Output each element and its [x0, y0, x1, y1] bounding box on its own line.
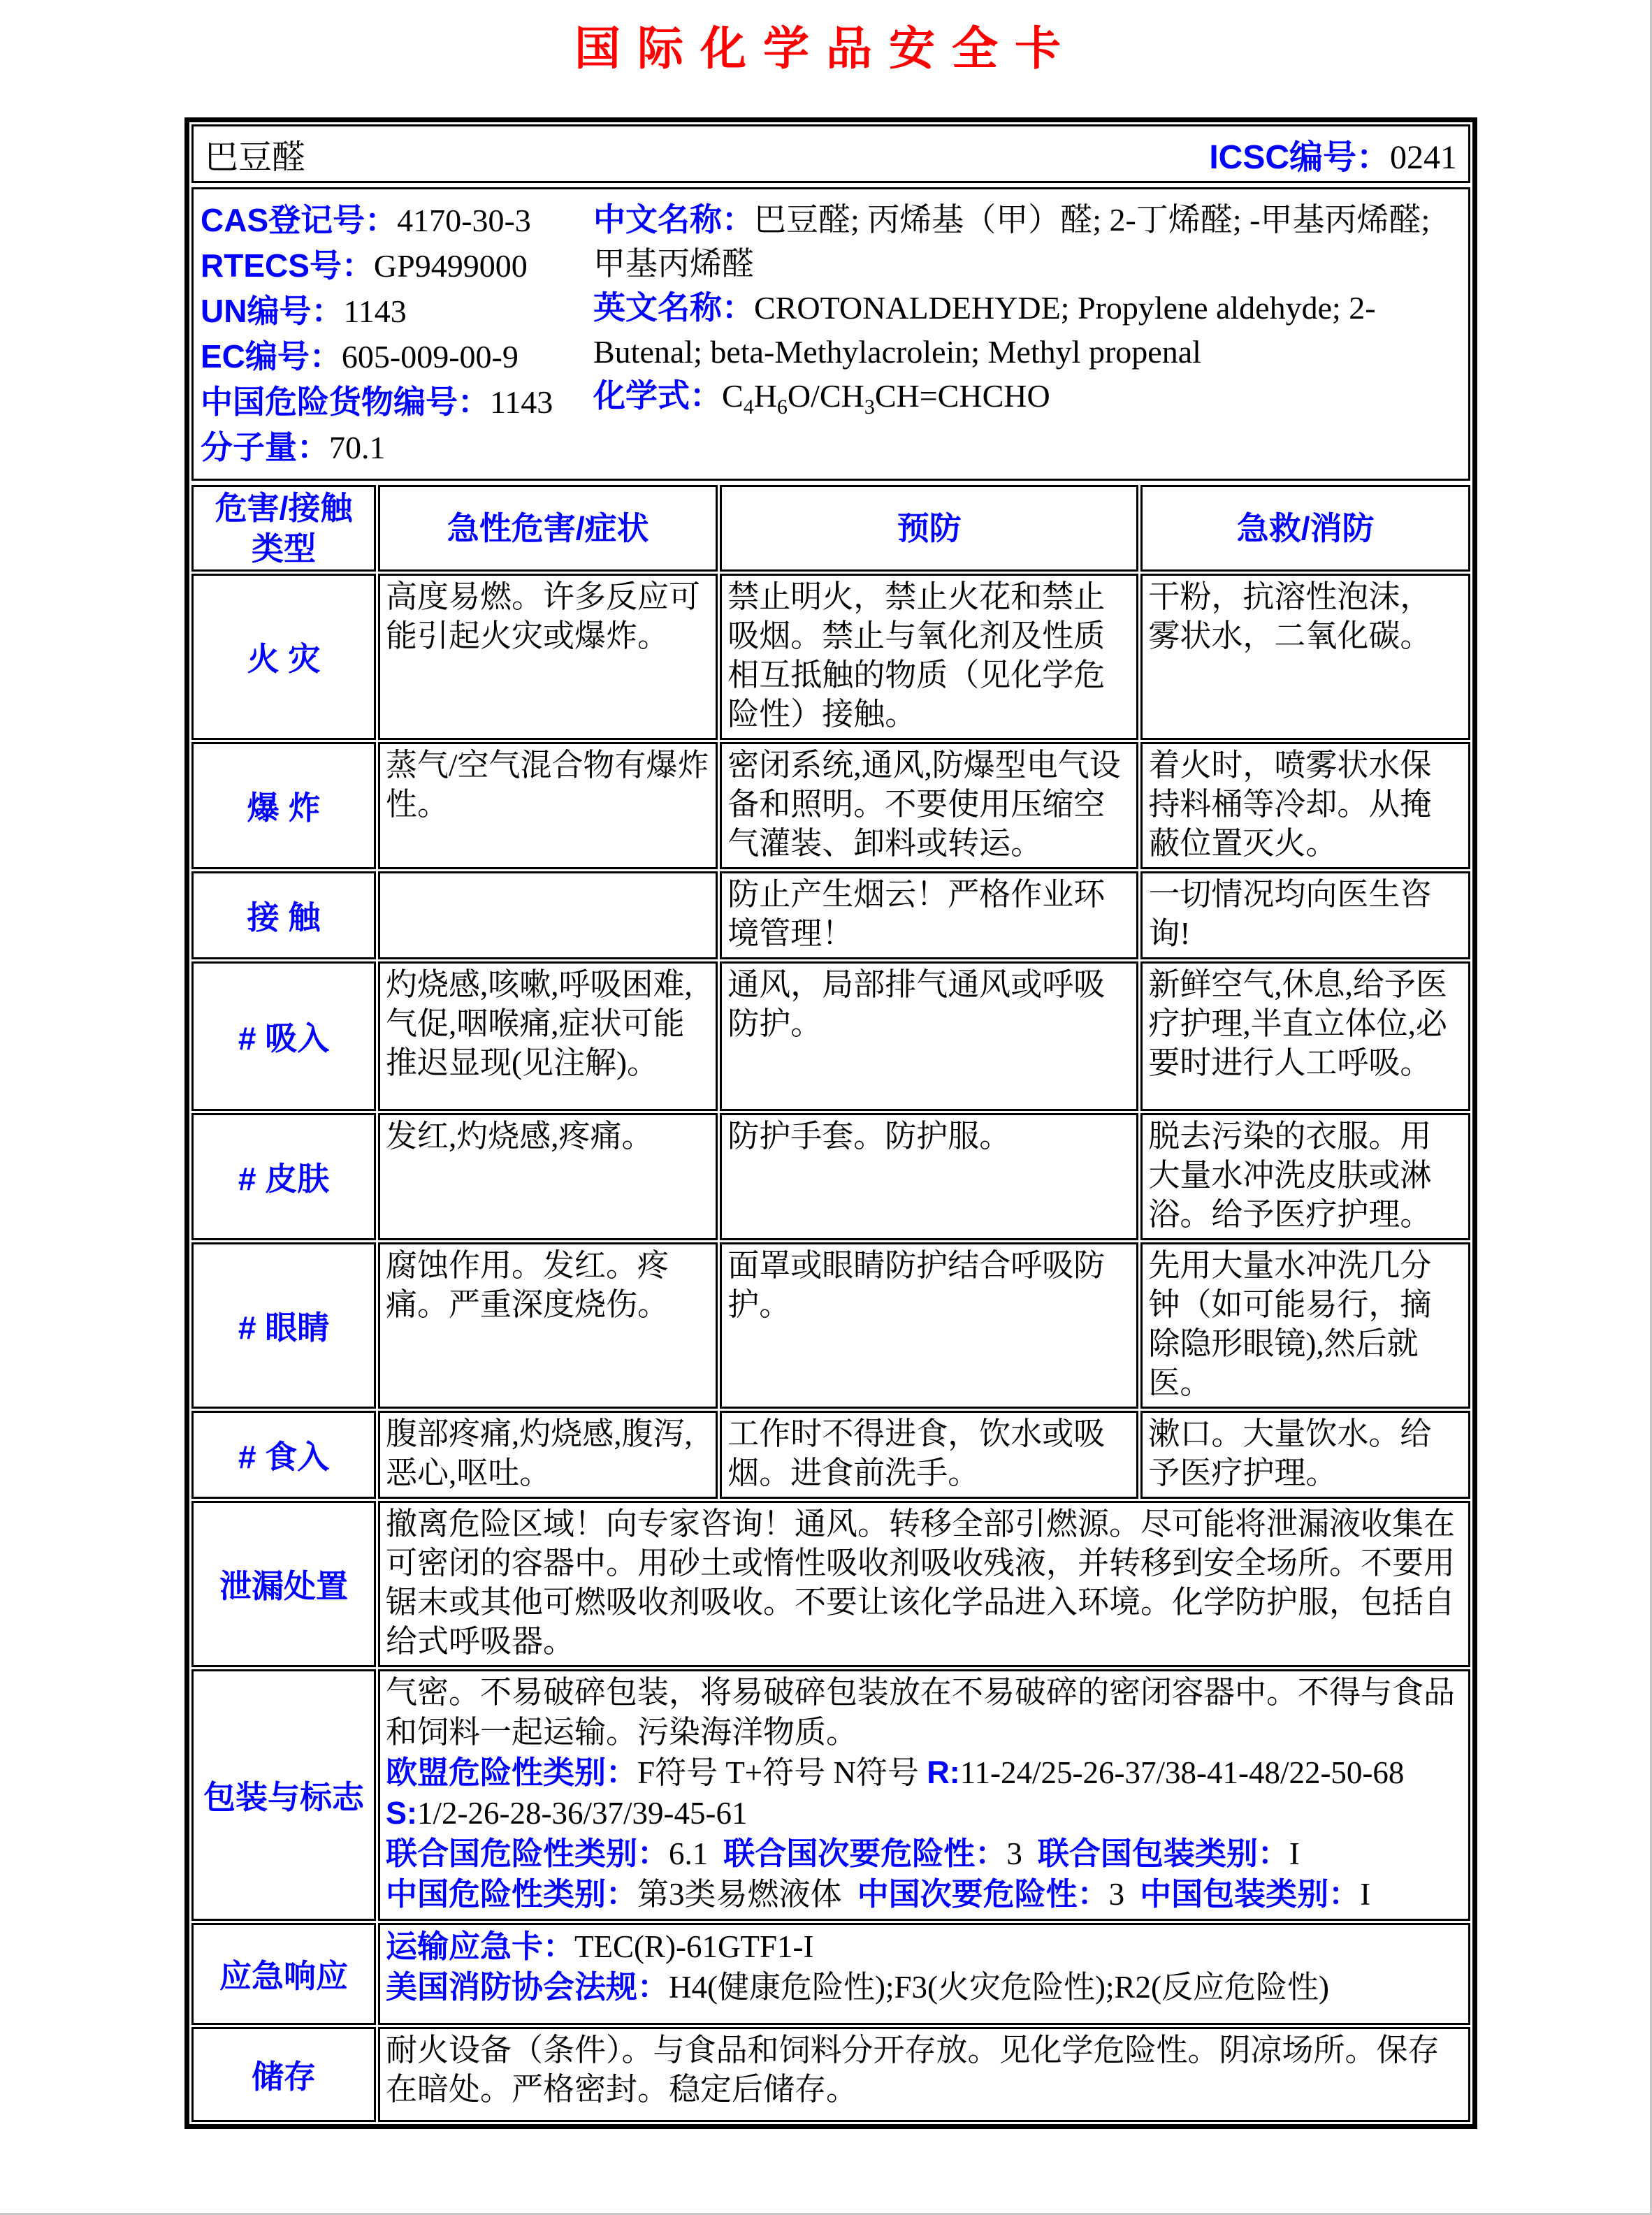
un-sub-label: 联合国次要危险性： [723, 1836, 1007, 1871]
cn-class-value: 第3类易燃液体 [637, 1877, 842, 1912]
row-ingestion-prevention: 工作时不得进食，饮水或吸烟。进食前洗手。 [720, 1411, 1138, 1499]
row-skin-type: # 皮肤 [191, 1113, 376, 1240]
registry-numbers [201, 198, 593, 470]
packaging-cn-line [386, 1874, 1463, 1915]
row-fire-response: 干粉，抗溶性泡沫，雾状水，二氧化碳。 [1140, 574, 1470, 740]
row-storage [191, 2027, 1470, 2122]
molweight-value: 70.1 [329, 430, 386, 465]
row-contact [191, 871, 1470, 959]
china-dg-label: 中国危险货物编号： [201, 384, 490, 420]
page-title: 国际化学品安全卡 [574, 22, 1078, 74]
row-emergency-type: 应急响应 [191, 1923, 376, 2025]
un-line [201, 289, 593, 334]
icsc-label: ICSC编号： [1209, 138, 1390, 176]
row-contact-response: 一切情况均向医生咨询! [1140, 871, 1470, 959]
un-class-label: 联合国危险性类别： [386, 1836, 669, 1871]
header-row [191, 124, 1470, 183]
row-eyes-response: 先用大量水冲洗几分钟（如可能易行，摘除隐形眼镜),然后就医。 [1140, 1242, 1470, 1409]
cas-label: CAS登记号： [201, 202, 398, 238]
row-inhalation-symptoms: 灼烧感,咳嗽,呼吸困难,气促,咽喉痛,症状可能推迟显现(见注解)。 [378, 961, 718, 1111]
cn-class-label: 中国危险性类别： [386, 1876, 638, 1912]
icsc-number-group [1209, 130, 1457, 178]
cn-sub-value: 3 [1108, 1877, 1125, 1912]
nfpa-value: H4(健康危险性);F3(火灾危险性);R2(反应危险性) [669, 1970, 1330, 2005]
row-fire-prevention: 禁止明火，禁止火花和禁止吸烟。禁止与氧化剂及性质相互抵触的物质（见化学危险性）接触。 [720, 574, 1138, 740]
chinese-name-label: 中文名称： [593, 201, 754, 238]
cas-line [201, 198, 593, 243]
english-name-line [593, 286, 1461, 374]
formula-label: 化学式： [593, 377, 722, 414]
english-name-label: 英文名称： [593, 289, 754, 326]
nfpa-label: 美国消防协会法规： [386, 1969, 669, 2005]
row-eyes-type: # 眼睛 [191, 1242, 376, 1409]
row-emergency-text [378, 1923, 1470, 2025]
identification-row [191, 187, 1470, 481]
chinese-name-value: 巴豆醛; 丙烯基（甲）醛; 2-丁烯醛; -甲基丙烯醛; 甲基丙烯醛 [593, 202, 1430, 282]
un-class-value: 6.1 [669, 1836, 709, 1871]
row-skin [191, 1113, 1470, 1240]
row-emergency [191, 1923, 1470, 2025]
col-header-type: 危害/接触 类型 [191, 485, 376, 572]
un-value: 1143 [343, 293, 407, 329]
un-pack-value: I [1289, 1836, 1300, 1871]
cn-pack-value: I [1360, 1877, 1371, 1912]
row-contact-prevention: 防止产生烟云！严格作业环境管理！ [720, 871, 1138, 959]
identification-table [189, 185, 1472, 483]
row-explosion [191, 742, 1470, 869]
china-dg-value: 1143 [490, 384, 553, 420]
molweight-label: 分子量： [201, 429, 329, 465]
cn-pack-label: 中国包装类别： [1140, 1876, 1361, 1912]
eu-symbols: F符号 T+符号 N符号 [637, 1755, 927, 1790]
row-fire-type: 火 灾 [191, 574, 376, 740]
rtecs-value: GP9499000 [373, 248, 528, 284]
row-ingestion-response: 漱口。大量饮水。给予医疗护理。 [1140, 1411, 1470, 1499]
ec-value: 605-009-00-9 [341, 339, 519, 375]
china-dg-line [201, 379, 593, 425]
row-eyes-prevention: 面罩或眼睛防护结合呼吸防护。 [720, 1242, 1138, 1409]
cn-sub-label: 中国次要危险性： [857, 1876, 1109, 1912]
row-explosion-type: 爆 炸 [191, 742, 376, 869]
row-inhalation-prevention: 通风，局部排气通风或呼吸防护。 [720, 961, 1138, 1111]
hazard-table [189, 483, 1472, 2124]
eu-class-label: 欧盟危险性类别： [386, 1755, 638, 1790]
header-cell [191, 124, 1470, 183]
row-explosion-response: 着火时，喷雾状水保持料桶等冷却。从掩蔽位置灭火。 [1140, 742, 1470, 869]
row-inhalation-type: # 吸入 [191, 961, 376, 1111]
row-explosion-symptoms: 蒸气/空气混合物有爆炸性。 [378, 742, 718, 869]
row-spill [191, 1501, 1470, 1667]
formula-line [593, 374, 1461, 429]
rtecs-label: RTECS号： [201, 247, 374, 284]
r-phrases-value: 11-24/25-26-37/38-41-48/22-50-68 [959, 1755, 1405, 1790]
row-inhalation-response: 新鲜空气,休息,给予医疗护理,半直立体位,必要时进行人工呼吸。 [1140, 961, 1470, 1111]
row-packaging [191, 1669, 1470, 1921]
row-explosion-prevention: 密闭系统,通风,防爆型电气设备和照明。不要使用压缩空气灌装、卸料或转运。 [720, 742, 1138, 869]
row-skin-response: 脱去污染的衣服。用大量水冲洗皮肤或淋浴。给予医疗护理。 [1140, 1113, 1470, 1240]
row-fire [191, 574, 1470, 740]
col-header-prevention: 预防 [720, 485, 1138, 572]
chinese-name-line [593, 198, 1461, 286]
molweight-line [201, 425, 593, 470]
tec-value: TEC(R)-61GTF1-I [574, 1929, 814, 1964]
s-phrases-label: S: [386, 1795, 418, 1831]
cas-value: 4170-30-3 [397, 203, 531, 238]
tec-label: 运输应急卡： [386, 1929, 575, 1964]
hazard-header-row [191, 485, 1470, 572]
row-storage-type: 储存 [191, 2027, 376, 2122]
rtecs-line [201, 243, 593, 289]
english-name-value: CROTONALDEHYDE; Propylene aldehyde; 2-Butenal; beta-Methylacrolein; Methyl propenal [593, 290, 1376, 370]
nfpa-line [386, 1967, 1463, 2007]
packaging-eu-line [386, 1752, 1463, 1833]
row-spill-text: 撤离危险区域！向专家咨询！通风。转移全部引燃源。尽可能将泄漏液收集在可密闭的容器中。用砂土或惰性吸收剂吸收残液，并转移到安全场所。不要用锯末或其他可燃吸收剂吸收。不要让该化学品进入环境。化学防护服，包括自给式呼吸器。 [378, 1501, 1470, 1667]
row-contact-symptoms [378, 871, 718, 959]
col-header-symptoms: 急性危害/症状 [378, 485, 718, 572]
row-spill-type: 泄漏处置 [191, 1501, 376, 1667]
r-phrases-label: R: [927, 1755, 960, 1790]
row-packaging-text [378, 1669, 1470, 1921]
row-ingestion-type: # 食入 [191, 1411, 376, 1499]
s-phrases-value: 1/2-26-28-36/37/39-45-61 [417, 1796, 748, 1831]
row-skin-prevention: 防护手套。防护服。 [720, 1113, 1138, 1240]
row-eyes [191, 1242, 1470, 1409]
substance-name: 巴豆醛 [205, 138, 306, 176]
header-table [189, 122, 1472, 185]
un-sub-value: 3 [1006, 1836, 1022, 1871]
un-label: UN编号： [201, 293, 344, 329]
row-inhalation [191, 961, 1470, 1111]
row-eyes-symptoms: 腐蚀作用。发红。疼痛。严重深度烧伤。 [378, 1242, 718, 1409]
safety-card [184, 117, 1477, 2129]
ec-label: EC编号： [201, 338, 342, 375]
icsc-value: 0241 [1390, 138, 1457, 176]
formula-value: $C_4H_6O/CH_3CH=CHCHO$ [722, 378, 1050, 419]
row-contact-type: 接 触 [191, 871, 376, 959]
row-packaging-type: 包装与标志 [191, 1669, 376, 1921]
chemical-names [593, 198, 1461, 470]
row-ingestion [191, 1411, 1470, 1499]
packaging-general: 气密。不易破碎包装，将易破碎包装放在不易破碎的密闭容器中。不得与食品和饲料一起运输。污染海洋物质。 [386, 1675, 1456, 1750]
row-ingestion-symptoms: 腹部疼痛,灼烧感,腹泻,恶心,呕吐。 [378, 1411, 718, 1499]
row-skin-symptoms: 发红,灼烧感,疼痛。 [378, 1113, 718, 1240]
col-header-response: 急救/消防 [1140, 485, 1470, 572]
tec-line [386, 1926, 1463, 1967]
ec-line [201, 334, 593, 379]
identification-cell [191, 187, 1470, 481]
un-pack-label: 联合国包装类别： [1037, 1836, 1289, 1871]
packaging-un-line [386, 1833, 1463, 1874]
row-storage-text: 耐火设备（条件）。与食品和饲料分开存放。见化学危险性。阴凉场所。保存在暗处。严格密封。稳定后储存。 [378, 2027, 1470, 2122]
row-fire-symptoms: 高度易燃。许多反应可能引起火灾或爆炸。 [378, 574, 718, 740]
